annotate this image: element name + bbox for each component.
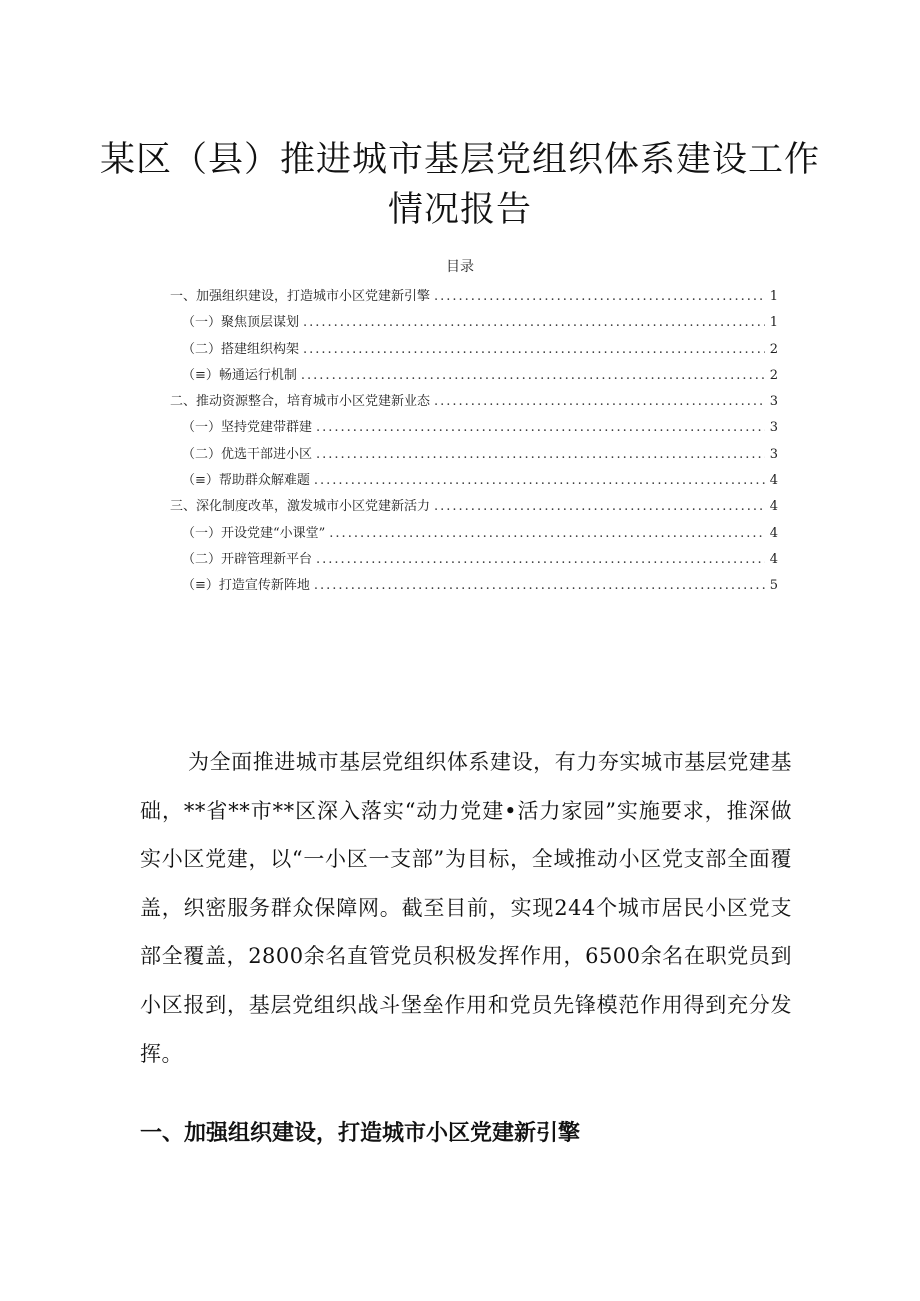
toc-entry-label: 一、加强组织建设，打造城市小区党建新引擎 [170, 289, 431, 304]
toc-dot-leader [301, 363, 765, 389]
toc-dot-leader [329, 521, 765, 547]
toc-entry-page-number: 3 [769, 420, 778, 436]
toc-entry-page-number: 3 [769, 394, 778, 410]
document-title: 某区（县）推进城市基层党组织体系建设工作情况报告 [100, 140, 821, 231]
toc-dot-leader [314, 573, 765, 599]
toc-entry[interactable] [170, 337, 778, 363]
toc-entry-label: （二）开辟管理新平台 [182, 551, 313, 567]
toc-entry-label: （一）聚焦顶层谋划 [182, 315, 300, 331]
toc-entry-page-number: 2 [769, 341, 778, 357]
toc-entry-page-number: 1 [769, 315, 778, 331]
toc-entry[interactable] [170, 494, 778, 520]
toc-entry-label: （一）坚持党建带群建 [182, 420, 313, 436]
toc-entry-label: （二）优选干部进小区 [182, 446, 313, 462]
toc-entry-page-number: 4 [769, 473, 778, 489]
toc-dot-leader [316, 415, 765, 441]
toc-entry[interactable] [170, 521, 778, 547]
table-of-contents [170, 284, 778, 600]
toc-dot-leader [316, 547, 765, 573]
toc-dot-leader [303, 337, 765, 363]
toc-entry-label: （二）搭建组织构架 [182, 341, 300, 357]
intro-paragraph: 为全面推进城市基层党组织体系建设，有力夯实城市基层党建基础，**省**市**区深入落实“动力党建•活力家园”实施要求，推深做实小区党建，以“一小区一支部”为目标，全域推动小区党支部全面覆盖，织密服务群众保障网。截至目前，实现244个城市居民小区党支部全覆盖，2800余名直管党员积极发挥作用，6500余名在职党员到小区报到，基层党组织战斗堡垒作用和党员先锋模范作用得到充分发挥。 [140, 750, 792, 1066]
toc-entry[interactable] [170, 310, 778, 336]
toc-dot-leader [316, 442, 765, 468]
toc-entry-page-number: 4 [769, 525, 778, 541]
toc-dot-leader [303, 310, 765, 336]
toc-entry-page-number: 5 [769, 578, 778, 594]
toc-dot-leader [314, 468, 765, 494]
toc-entry-label: （≡）打造宣传新阵地 [182, 578, 310, 594]
toc-entry-page-number: 4 [769, 499, 778, 515]
toc-entry-page-number: 3 [769, 446, 778, 462]
toc-entry[interactable] [170, 573, 778, 599]
toc-dot-leader [434, 389, 765, 415]
toc-entry[interactable] [170, 389, 778, 415]
toc-heading: 目录 [446, 259, 474, 275]
toc-entry-page-number: 4 [769, 551, 778, 567]
toc-entry-label: （一）开设党建“小课堂” [182, 525, 326, 541]
toc-entry-page-number: 2 [769, 367, 778, 383]
toc-entry[interactable] [170, 363, 778, 389]
toc-entry-label: （≡）畅通运行机制 [182, 367, 297, 383]
toc-dot-leader [434, 284, 765, 310]
toc-entry-page-number: 1 [769, 289, 778, 304]
toc-entry[interactable] [170, 468, 778, 494]
toc-entry-label: 三、深化制度改革，激发城市小区党建新活力 [170, 499, 431, 515]
toc-entry-label: 二、推动资源整合，培育城市小区党建新业态 [170, 394, 431, 410]
section-heading: 一、加强组织建设，打造城市小区党建新引擎 [140, 1121, 581, 1146]
toc-entry[interactable] [170, 442, 778, 468]
toc-entry[interactable] [170, 415, 778, 441]
toc-dot-leader [434, 494, 765, 520]
toc-entry[interactable] [170, 547, 778, 573]
toc-entry-label: （≡）帮助群众解难题 [182, 473, 310, 489]
toc-entry[interactable] [170, 284, 778, 310]
